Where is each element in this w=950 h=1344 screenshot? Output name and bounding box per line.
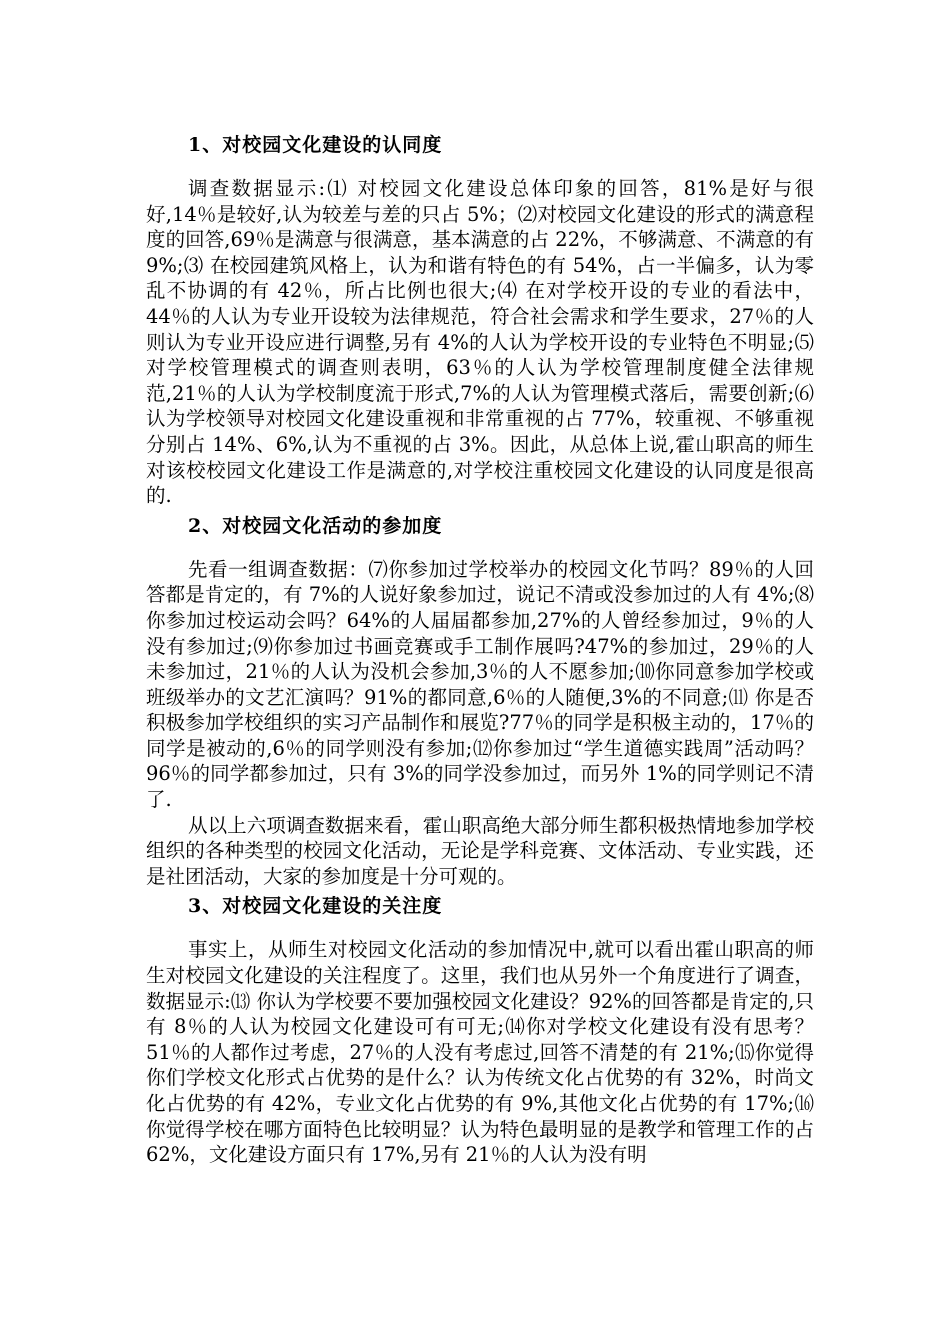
- spacer: [146, 539, 814, 557]
- paragraph-participation-survey: 先看一组调查数据：⑺你参加过学校举办的校园文化节吗？89％的人回答都是肯定的，有 7%的人说好象参加过，说记不清或没参加过的人有 4%;⑻你参加过校运动会吗？64%的人届届都参加,27%的人曾经参加过，9％的人没有参加过;⑼你参加过书画竞赛或手工制作展吗?47%的参加过，29％的人未参加过，21％的人认为没机会参加,3％的人不愿参加;⑽你同意参加学校或班级举办的文艺汇演吗？91%的都同意,6％的人随便,3%的不同意;⑾ 你是否积极参加学校组织的实习产品制作和展览?77％的同学是积极主动的，17％的同学是被动的,6％的同学则没有参加;⑿你参加过“学生道德实践周”活动吗？96％的同学都参加过，只有 3%的同学没参加过，而另外 1%的同学则记不清了.: [146, 557, 814, 812]
- section-heading-attention: 3、对校园文化建设的关注度: [188, 895, 443, 918]
- section-heading-recognition: 1、对校园文化建设的认同度: [188, 134, 443, 156]
- paragraph-participation-summary: 从以上六项调查数据来看，霍山职高绝大部分师生都积极热情地参加学校组织的各种类型的校园文化活动，无论是学科竞赛、文体活动、专业实践，还是社团活动，大家的参加度是十分可观的。: [146, 813, 814, 888]
- document-body: [146, 132, 814, 1168]
- paragraph-attention-survey: 事实上，从师生对校园文化活动的参加情况中,就可以看出霍山职高的师生对校园文化建设的关注程度了。这里，我们也从另外一个角度进行了调查，数据显示:⒀ 你认为学校要不要加强校园文化建设？92%的回答都是肯定的,只有 8％的人认为校园文化建设可有可无;⒁你对学校文化建设有没有思考？51％的人都作过考虑，27％的人没有考虑过,回答不清楚的有 21%;⒂你觉得你们学校文化形式占优势的是什么？认为传统文化占优势的有 32%，时尚文化占优势的有 42%，专业文化占优势的有 9%,其他文化占优势的有 17%;⒃ 你觉得学校在哪方面特色比较明显？认为特色最明显的是教学和管理工作的占 62%，文化建设方面只有 17%,另有 21％的人认为没有明: [146, 938, 814, 1167]
- section-heading-participation: 2、对校园文化活动的参加度: [188, 514, 443, 537]
- paragraph-recognition-survey: 调查数据显示:⑴ 对校园文化建设总体印象的回答，81%是好与很好,14％是较好,认为较差与差的只占 5%；⑵对校园文化建设的形式的满意程度的回答,69％是满意与很满意，基本满意的占 22%，不够满意、不满意的有 9%;⑶ 在校园建筑风格上，认为和谐有特色的有 54%，占一半偏多，认为零乱不协调的有 42％，所占比例也很大;⑷ 在对学校开设的专业的看法中，44％的人认为专业开设较为法律规范，符合社会需求和学生要求，27％的人则认为专业开设应进行调整,另有 4%的人认为学校开设的专业特色不明显;⑸ 对学校管理模式的调查则表明，63％的人认为学校管理制度健全法律规范,21％的人认为学校制度流于形式,7%的人认为管理模式落后，需要创新;⑹ 认为学校领导对校园文化建设重视和非常重视的占 77%，较重视、不够重视分别占 14%、6%,认为不重视的占 3%。因此，从总体上说,霍山职高的师生对该校校园文化建设工作是满意的,对学校注重校园文化建设的认同度是很高的.: [146, 177, 814, 508]
- spacer: [146, 158, 814, 176]
- spacer: [146, 919, 814, 937]
